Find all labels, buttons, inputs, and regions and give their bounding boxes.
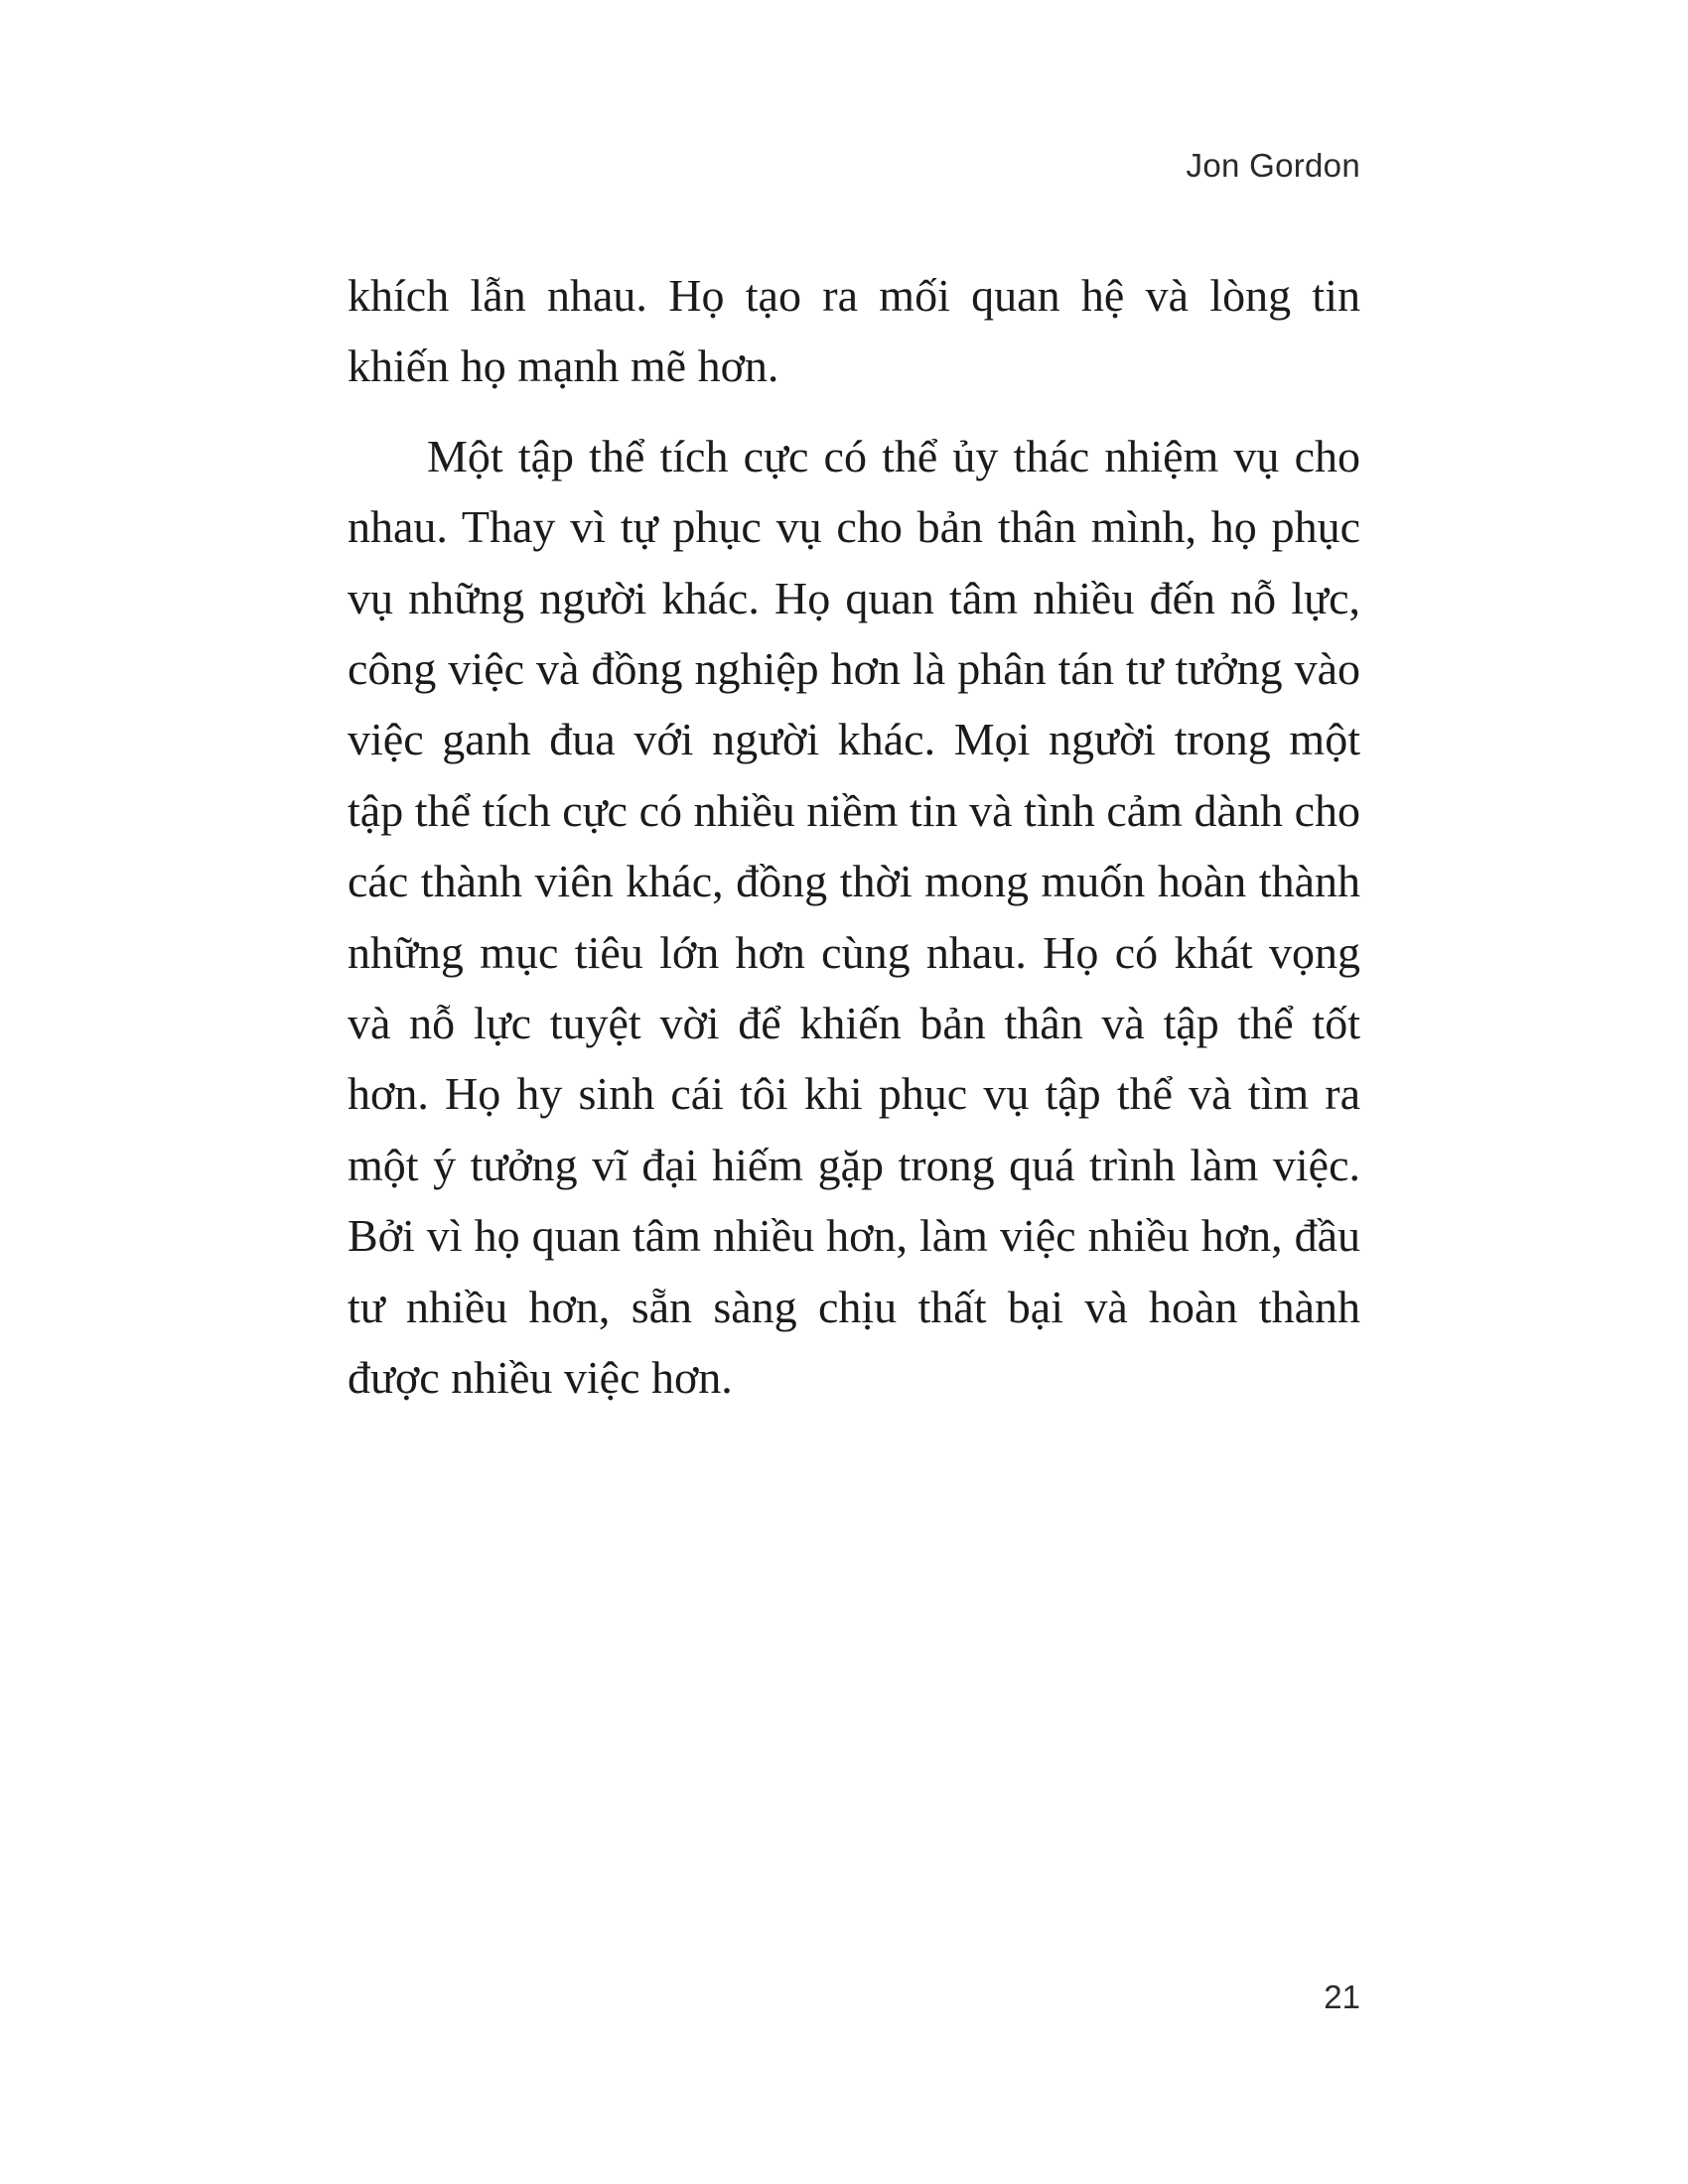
running-head-author: Jon Gordon <box>1186 147 1360 184</box>
paragraph-continued: khích lẫn nhau. Họ tạo ra mối quan hệ và lòng tin khiến họ mạnh mẽ hơn. <box>348 270 1360 392</box>
paragraph: Một tập thể tích cực có thể ủy thác nhiệm vụ cho nhau. Thay vì tự phục vụ cho bản thân mình, họ phục vụ những người khác. Họ quan tâm nhiều đến nỗ lực, công việc và đồng nghiệp hơn là phân tán tư tưởng vào việc ganh đua với người khác. Mọi người trong một tập thể tích cực có nhiều niềm tin và tình cảm dành cho các thành viên khác, đồng thời mong muốn hoàn thành những mục tiêu lớn hơn cùng nhau. Họ có khát vọng và nỗ lực tuyệt vời để khiến bản thân và tập thể tốt hơn. Họ hy sinh cái tôi khi phục vụ tập thể và tìm ra một ý tưởng vĩ đại hiếm gặp trong quá trình làm việc. Bởi vì họ quan tâm nhiều hơn, làm việc nhiều hơn, đầu tư nhiều hơn, sẵn sàng chịu thất bại và hoàn thành được nhiều việc hơn. <box>348 430 1360 1404</box>
body-text <box>348 260 1360 1433</box>
page-number: 21 <box>1324 1979 1360 2015</box>
